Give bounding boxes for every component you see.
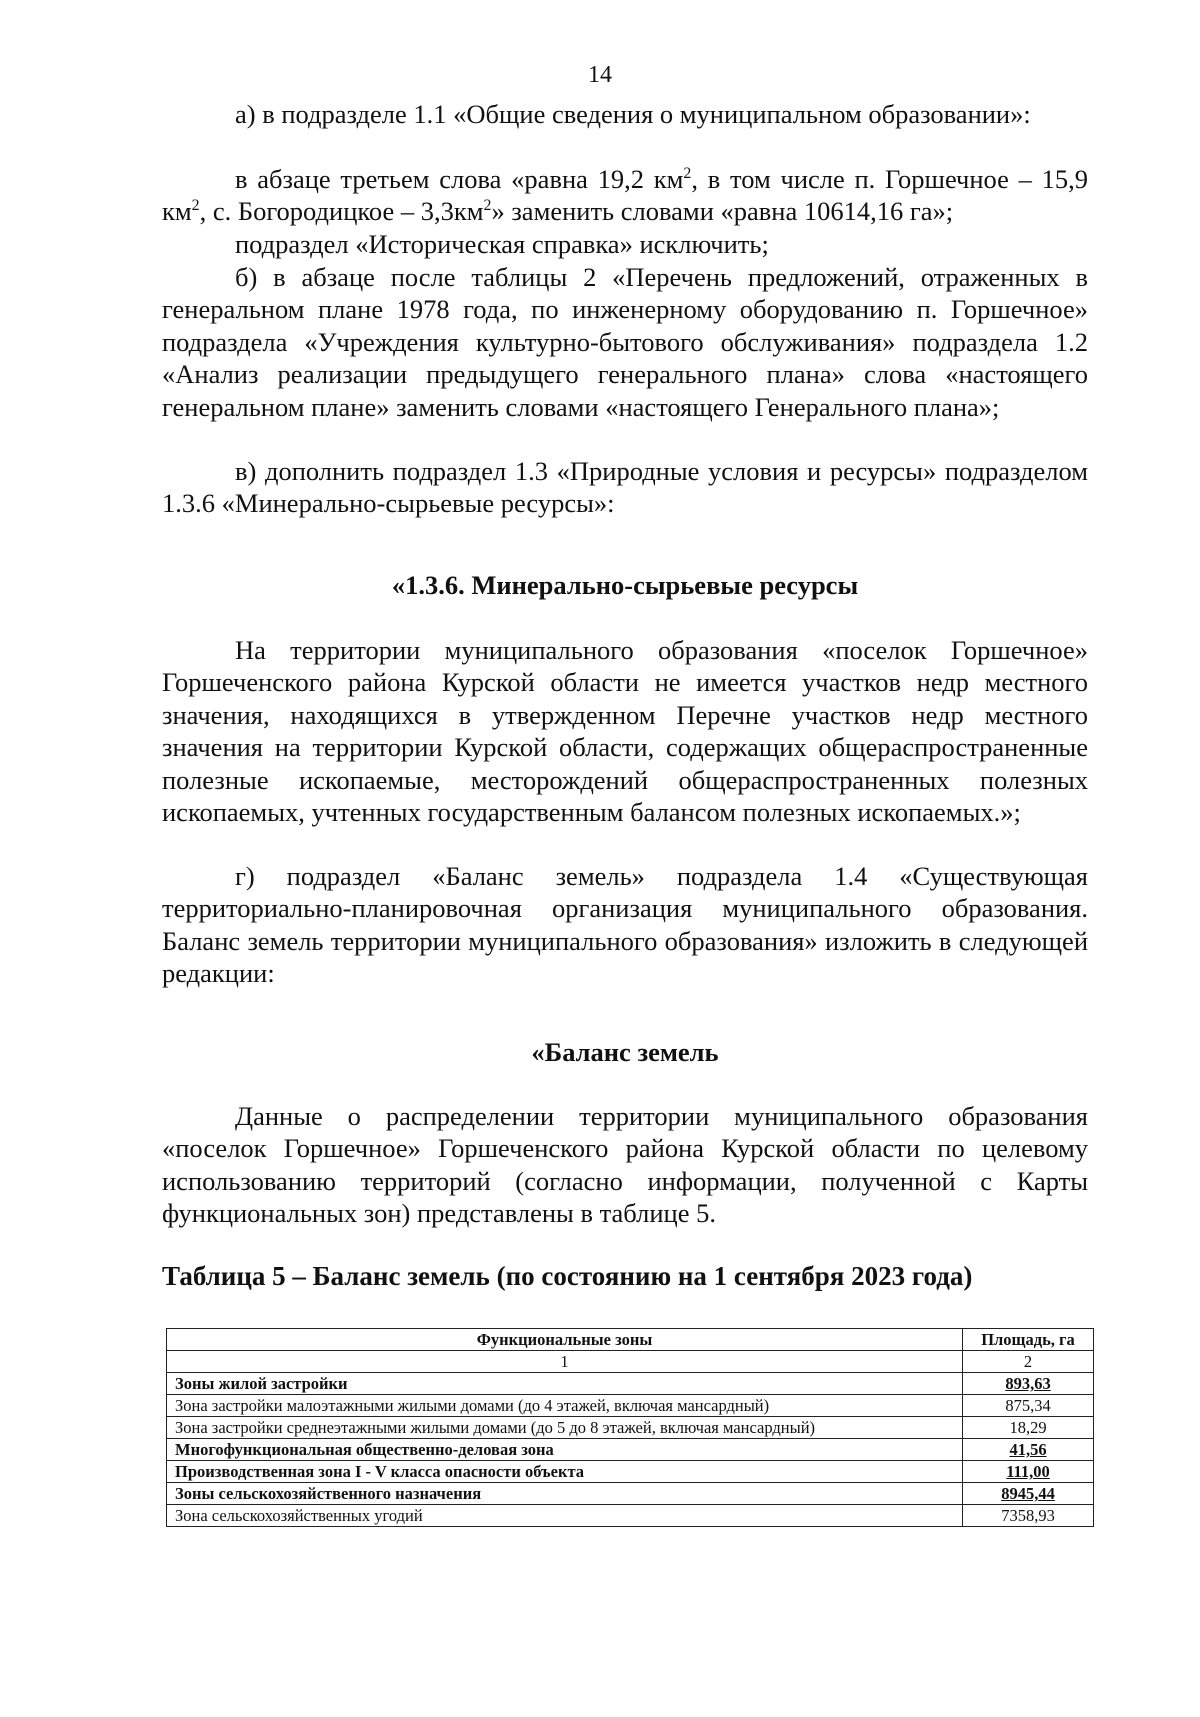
table-header-row	[167, 1329, 1094, 1351]
zone-cell: Многофункциональная общественно-деловая зона	[167, 1439, 963, 1461]
paragraph-a-area-part2: , в том числе п. Горшечное – 15,9 км	[162, 164, 1088, 227]
paragraph-a-area-part3: , с. Богородицкое – 3,3км	[199, 196, 484, 227]
table-row	[167, 1483, 1094, 1505]
paragraph-a-history: подраздел «Историческая справка» исключить;	[235, 229, 769, 259]
table-row	[167, 1439, 1094, 1461]
heading-land-balance: «Баланс земель	[531, 1037, 719, 1067]
paragraph-a-area-part1: в абзаце третьем слова «равна 19,2 км	[235, 164, 684, 194]
page-number: 14	[588, 62, 612, 88]
table-row	[167, 1461, 1094, 1483]
header-area: Площадь, га	[963, 1329, 1094, 1351]
heading-mineral-resources: «1.3.6. Минерально-сырьевые ресурсы	[391, 570, 859, 600]
area-cell: 875,34	[963, 1395, 1094, 1417]
paragraph-a-area-part4: » заменить словами «равна 10614,16 га»;	[491, 196, 954, 227]
paragraph-g: г) подраздел «Баланс земель» подраздела 1.4 «Существующая территориально-планировочная организация муниципального образования. Баланс земель территории муниципального образования» изложить в следующей редакции:	[162, 861, 1088, 989]
zone-cell: Зона застройки среднеэтажными жилыми домами (до 5 до 8 этажей, включая мансардный)	[167, 1417, 963, 1439]
paragraph-data: Данные о распределении территории муниципального образования «поселок Горшечное» Горшеченского района Курской области по целевому использованию территорий (согласно информации, полученной с Карты функциональных зон) представлены в таблице 5.	[162, 1101, 1088, 1229]
paragraph-v: в) дополнить подраздел 1.3 «Природные условия и ресурсы» подразделом 1.3.6 «Минерально-сырьевые ресурсы»:	[162, 456, 1088, 519]
superscript-2: 2	[483, 197, 492, 215]
paragraph-a-area	[162, 163, 1088, 228]
area-cell: 111,00	[963, 1461, 1094, 1483]
superscript-2: 2	[191, 197, 200, 215]
superscript-2: 2	[683, 165, 692, 183]
table-title: Таблица 5 – Баланс земель (по состоянию на 1 сентября 2023 года)	[162, 1261, 973, 1291]
paragraph-b: б) в абзаце после таблицы 2 «Перечень предложений, отраженных в генеральном плане 1978 года, по инженерному оборудованию п. Горшечное» подраздела «Учреждения культурно-бытового обслуживания» подраздела 1.2 «Анализ реализации предыдущего генерального плана» слова «настоящего генеральном плане» заменить словами «настоящего Генерального плана»;	[162, 262, 1088, 422]
paragraph-territory: На территории муниципального образования «поселок Горшечное» Горшеченского района Курской области не имеется участков недр местного значения, находящихся в утвержденном Перечне участков недр местного значения на территории Курской области, содержащих общераспространенные полезные ископаемые, месторождений общераспространенных полезных ископаемых, учтенных государственным балансом полезных ископаемых.»;	[162, 635, 1088, 828]
area-cell: 8945,44	[963, 1483, 1094, 1505]
table-row	[167, 1395, 1094, 1417]
paragraph-a: а) в подразделе 1.1 «Общие сведения о муниципальном образовании»:	[235, 99, 1031, 129]
column-number-area: 2	[963, 1351, 1094, 1373]
table-row	[167, 1505, 1094, 1527]
area-cell: 893,63	[963, 1373, 1094, 1395]
table-row	[167, 1417, 1094, 1439]
area-cell: 41,56	[963, 1439, 1094, 1461]
zone-cell: Зона сельскохозяйственных угодий	[167, 1505, 963, 1527]
land-balance-table	[166, 1328, 1094, 1527]
zone-cell: Производственная зона I - V класса опасности объекта	[167, 1461, 963, 1483]
header-zone: Функциональные зоны	[167, 1329, 963, 1351]
area-cell: 7358,93	[963, 1505, 1094, 1527]
area-cell: 18,29	[963, 1417, 1094, 1439]
zone-cell: Зоны сельскохозяйственного назначения	[167, 1483, 963, 1505]
table-row	[167, 1373, 1094, 1395]
zone-cell: Зона застройки малоэтажными жилыми домами (до 4 этажей, включая мансардный)	[167, 1395, 963, 1417]
zone-cell: Зоны жилой застройки	[167, 1373, 963, 1395]
table-column-numbers	[167, 1351, 1094, 1373]
column-number-zone: 1	[167, 1351, 963, 1373]
